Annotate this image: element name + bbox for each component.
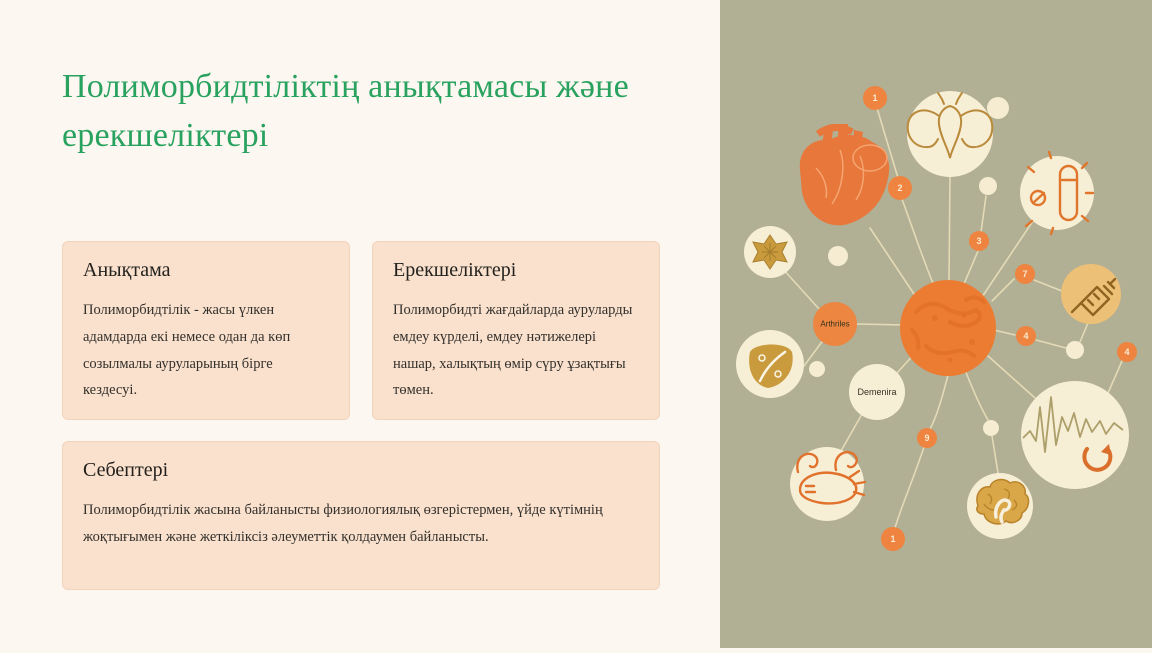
card-features	[372, 241, 660, 420]
page-title: Полиморбидтіліктің анықтамасы және ерекшеліктері	[62, 68, 629, 155]
flower-icon	[744, 226, 796, 278]
svg-text:3: 3	[976, 236, 982, 246]
network-hub	[900, 280, 996, 376]
badge-3	[969, 231, 989, 251]
illustration-panel	[720, 0, 1152, 648]
badge-9	[917, 428, 937, 448]
badge-2	[888, 176, 912, 200]
badge-4b	[1117, 342, 1137, 362]
health-network-illustration	[720, 0, 1152, 648]
card-causes	[62, 441, 660, 590]
svg-text:4: 4	[1023, 331, 1029, 341]
svg-text:1: 1	[890, 534, 896, 544]
svg-text:9: 9	[924, 433, 930, 443]
svg-text:4: 4	[1124, 347, 1130, 357]
liver-icon	[736, 330, 804, 398]
badge-4a	[1016, 326, 1036, 346]
brain-icon	[967, 473, 1033, 539]
card-features-body: Полиморбидті жағдайларда ауруларды емдеу күрделі, емдеу нәтижелері нашар, халықтың өмір сүру ұзақтығы төмен.	[393, 302, 633, 399]
card-definition-body: Полиморбидтілік - жасы үлкен адамдарда екі немесе одан да көп созылмалы ауруларының бірге кездесуі.	[83, 302, 291, 399]
gland-icon	[907, 91, 993, 177]
badge-7	[1015, 264, 1035, 284]
syringe-icon	[1061, 264, 1121, 324]
dementia-node	[849, 364, 905, 420]
arthritis-label: Arthriles	[820, 319, 850, 329]
badge-1b	[881, 527, 905, 551]
card-definition-heading: Анықтама	[83, 259, 171, 281]
badge-1	[863, 86, 887, 110]
arthritis-node	[813, 302, 857, 346]
svg-text:2: 2	[897, 183, 903, 193]
ecg-icon	[1021, 381, 1129, 489]
svg-text:1: 1	[872, 93, 878, 103]
svg-text:7: 7	[1022, 269, 1028, 279]
card-causes-body: Полиморбидтілік жасына байланысты физиологиялық өзгерістермен, үйде күтімнің жоқтығымен және жеткіліксіз әлеуметтік қолдаумен байланысты.	[83, 502, 603, 545]
card-definition	[62, 241, 350, 420]
card-features-heading: Ерекшеліктері	[393, 259, 517, 281]
card-causes-heading: Себептері	[83, 459, 169, 481]
dementia-label: Demenira	[857, 387, 897, 397]
